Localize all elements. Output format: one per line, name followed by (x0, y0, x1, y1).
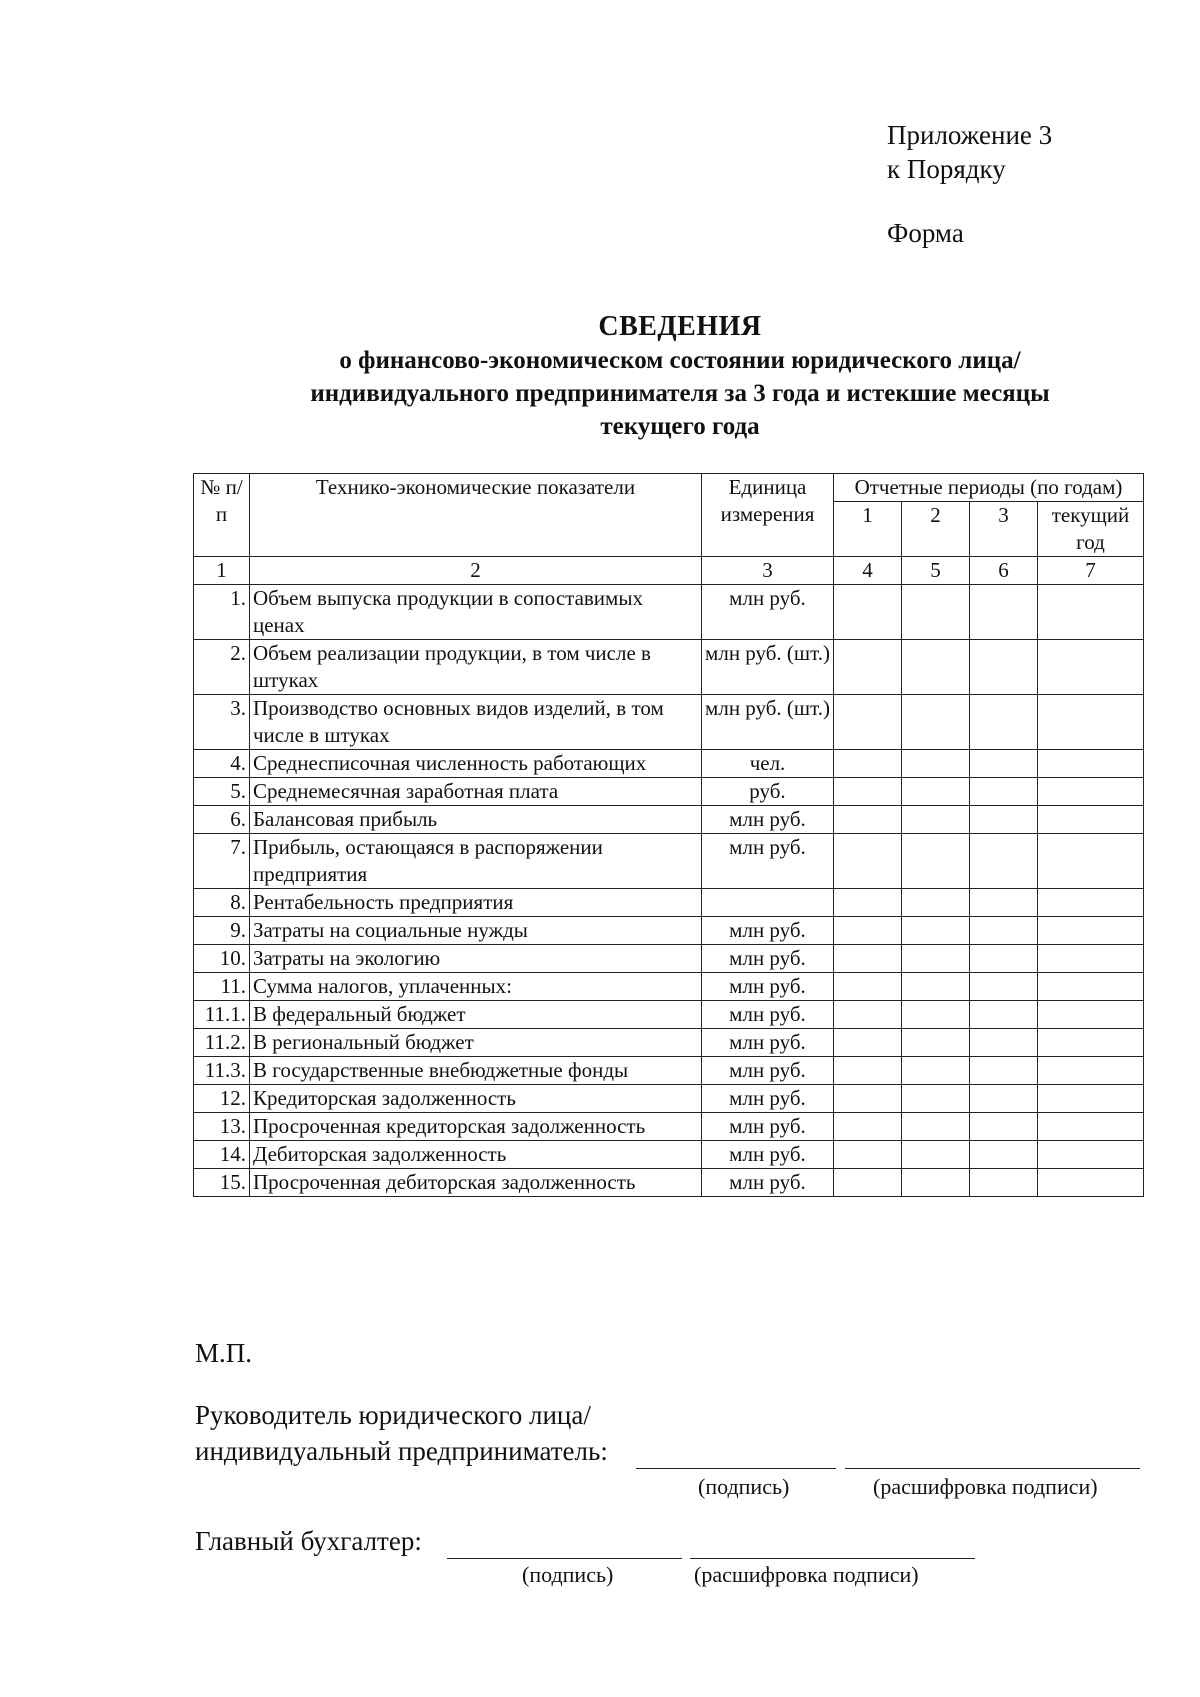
row-indicator: Объем выпуска продукции в сопоставимых ценах (250, 585, 702, 640)
row-indicator: Сумма налогов, уплаченных: (250, 973, 702, 1001)
title-main: СВЕДЕНИЯ (598, 311, 762, 342)
row-unit: млн руб. (702, 1001, 834, 1029)
col-index: 7 (1038, 557, 1144, 585)
row-current-year-value[interactable] (1038, 750, 1144, 778)
row-period-2-value[interactable] (902, 1141, 970, 1169)
row-unit: млн руб. (702, 917, 834, 945)
row-unit: млн руб. (шт.) (702, 695, 834, 750)
row-period-2-value[interactable] (902, 889, 970, 917)
row-indicator: В федеральный бюджет (250, 1001, 702, 1029)
row-period-2-value[interactable] (902, 806, 970, 834)
accountant-signature-line[interactable] (447, 1558, 682, 1559)
row-period-2-value[interactable] (902, 778, 970, 806)
row-indicator: Просроченная кредиторская задолженность (250, 1113, 702, 1141)
row-period-3-value[interactable] (970, 834, 1038, 889)
row-number: 9. (194, 917, 250, 945)
col-index: 6 (970, 557, 1038, 585)
row-current-year-value[interactable] (1038, 1169, 1144, 1197)
row-unit: млн руб. (702, 973, 834, 1001)
table-row (194, 1029, 1144, 1057)
row-period-3-value[interactable] (970, 640, 1038, 695)
row-period-1-value[interactable] (834, 1085, 902, 1113)
row-number: 6. (194, 806, 250, 834)
row-period-3-value[interactable] (970, 695, 1038, 750)
row-period-1-value[interactable] (834, 806, 902, 834)
indicators-table (193, 473, 1144, 1197)
row-period-3-value[interactable] (970, 1169, 1038, 1197)
row-number: 2. (194, 640, 250, 695)
row-number: 11.2. (194, 1029, 250, 1057)
row-period-2-value[interactable] (902, 750, 970, 778)
row-period-1-value[interactable] (834, 1029, 902, 1057)
row-unit: млн руб. (702, 1057, 834, 1085)
header-current-year: текущий год (1038, 502, 1144, 557)
table-row (194, 806, 1144, 834)
table-row (194, 1113, 1144, 1141)
row-period-1-value[interactable] (834, 945, 902, 973)
appendix-reference (887, 118, 1052, 186)
row-indicator: В региональный бюджет (250, 1029, 702, 1057)
row-current-year-value[interactable] (1038, 1141, 1144, 1169)
row-period-2-value[interactable] (902, 1001, 970, 1029)
col-index: 3 (702, 557, 834, 585)
row-unit: млн руб. (702, 1029, 834, 1057)
row-current-year-value[interactable] (1038, 695, 1144, 750)
row-indicator: Рентабельность предприятия (250, 889, 702, 917)
row-number: 3. (194, 695, 250, 750)
row-indicator: В государственные внебюджетные фонды (250, 1057, 702, 1085)
row-indicator: Затраты на социальные нужды (250, 917, 702, 945)
row-unit: млн руб. (702, 1085, 834, 1113)
row-period-2-value[interactable] (902, 945, 970, 973)
row-period-2-value[interactable] (902, 1113, 970, 1141)
row-number: 11.1. (194, 1001, 250, 1029)
table-row (194, 778, 1144, 806)
row-period-1-value[interactable] (834, 750, 902, 778)
table-row (194, 1057, 1144, 1085)
row-indicator: Среднесписочная численность работающих (250, 750, 702, 778)
accountant-label: Главный бухгалтер: (195, 1526, 422, 1556)
row-unit: млн руб. (702, 1141, 834, 1169)
row-period-3-value[interactable] (970, 806, 1038, 834)
row-period-1-value[interactable] (834, 834, 902, 889)
table-row (194, 1141, 1144, 1169)
title-line-2: индивидуального предпринимателя за 3 года и истекшие месяцы (310, 380, 1050, 407)
row-period-3-value[interactable] (970, 889, 1038, 917)
row-period-3-value[interactable] (970, 1029, 1038, 1057)
row-indicator: Просроченная дебиторская задолженность (250, 1169, 702, 1197)
row-period-2-value[interactable] (902, 917, 970, 945)
row-current-year-value[interactable] (1038, 917, 1144, 945)
header-num: № п/п (194, 474, 250, 557)
row-number: 14. (194, 1141, 250, 1169)
row-period-1-value[interactable] (834, 889, 902, 917)
row-period-3-value[interactable] (970, 750, 1038, 778)
row-number: 15. (194, 1169, 250, 1197)
header-periods: Отчетные периоды (по годам) (834, 474, 1144, 502)
head-label-line-2: индивидуальный предприниматель: (195, 1436, 608, 1466)
row-period-2-value[interactable] (902, 1169, 970, 1197)
row-period-2-value[interactable] (902, 1085, 970, 1113)
accountant-decode-caption: (расшифровка подписи) (694, 1562, 919, 1587)
title-line-3: текущего года (600, 413, 760, 440)
row-current-year-value[interactable] (1038, 1113, 1144, 1141)
header-period-2: 2 (902, 502, 970, 557)
row-current-year-value[interactable] (1038, 1029, 1144, 1057)
row-number: 13. (194, 1113, 250, 1141)
row-period-3-value[interactable] (970, 1085, 1038, 1113)
head-signature-caption: (подпись) (698, 1474, 790, 1499)
row-period-2-value[interactable] (902, 834, 970, 889)
seal-placeholder: М.П. (195, 1338, 253, 1368)
row-period-3-value[interactable] (970, 778, 1038, 806)
row-current-year-value[interactable] (1038, 778, 1144, 806)
table-row (194, 973, 1144, 1001)
row-period-1-value[interactable] (834, 640, 902, 695)
col-index: 2 (250, 557, 702, 585)
row-period-3-value[interactable] (970, 1057, 1038, 1085)
header-indicators: Технико-экономические показатели (250, 474, 702, 557)
table-row (194, 750, 1144, 778)
row-current-year-value[interactable] (1038, 1001, 1144, 1029)
row-indicator: Дебиторская задолженность (250, 1141, 702, 1169)
col-index: 1 (194, 557, 250, 585)
head-decode-caption: (расшифровка подписи) (873, 1474, 1098, 1499)
row-current-year-value[interactable] (1038, 889, 1144, 917)
row-current-year-value[interactable] (1038, 806, 1144, 834)
row-indicator: Балансовая прибыль (250, 806, 702, 834)
table-row (194, 1169, 1144, 1197)
row-unit: руб. (702, 778, 834, 806)
row-indicator: Производство основных видов изделий, в том числе в штуках (250, 695, 702, 750)
row-indicator: Прибыль, остающаяся в распоряжении предприятия (250, 834, 702, 889)
row-current-year-value[interactable] (1038, 973, 1144, 1001)
accountant-signature-caption: (подпись) (522, 1562, 614, 1587)
row-period-1-value[interactable] (834, 585, 902, 640)
row-period-3-value[interactable] (970, 973, 1038, 1001)
table-row (194, 640, 1144, 695)
row-period-2-value[interactable] (902, 585, 970, 640)
row-period-2-value[interactable] (902, 973, 970, 1001)
row-period-1-value[interactable] (834, 778, 902, 806)
appendix-number: Приложение 3 (887, 120, 1053, 150)
row-indicator: Среднемесячная заработная плата (250, 778, 702, 806)
table-row (194, 1085, 1144, 1113)
head-signature-line[interactable] (636, 1468, 836, 1469)
row-number: 11.3. (194, 1057, 250, 1085)
row-period-3-value[interactable] (970, 1141, 1038, 1169)
form-label: Форма (887, 218, 964, 248)
row-unit: млн руб. (702, 834, 834, 889)
row-unit: млн руб. (702, 1169, 834, 1197)
row-period-1-value[interactable] (834, 1001, 902, 1029)
row-unit: млн руб. (702, 806, 834, 834)
row-indicator: Объем реализации продукции, в том числе в штуках (250, 640, 702, 695)
row-period-1-value[interactable] (834, 1113, 902, 1141)
row-current-year-value[interactable] (1038, 945, 1144, 973)
row-unit: млн руб. (702, 945, 834, 973)
col-index: 4 (834, 557, 902, 585)
row-current-year-value[interactable] (1038, 640, 1144, 695)
row-unit: млн руб. (702, 1113, 834, 1141)
row-period-3-value[interactable] (970, 917, 1038, 945)
row-period-3-value[interactable] (970, 1113, 1038, 1141)
document-title (180, 310, 1180, 443)
table-row (194, 695, 1144, 750)
header-period-1: 1 (834, 502, 902, 557)
row-number: 11. (194, 973, 250, 1001)
row-period-1-value[interactable] (834, 1141, 902, 1169)
head-decode-line[interactable] (845, 1468, 1140, 1469)
table-row (194, 834, 1144, 889)
row-unit (702, 889, 834, 917)
row-number: 1. (194, 585, 250, 640)
row-number: 10. (194, 945, 250, 973)
table-row (194, 945, 1144, 973)
table-row (194, 889, 1144, 917)
column-index-row (194, 557, 1144, 585)
row-period-1-value[interactable] (834, 1169, 902, 1197)
row-unit: млн руб. (702, 585, 834, 640)
appendix-procedure: к Порядку (887, 154, 1006, 184)
row-period-3-value[interactable] (970, 945, 1038, 973)
row-unit: чел. (702, 750, 834, 778)
row-period-1-value[interactable] (834, 695, 902, 750)
row-current-year-value[interactable] (1038, 834, 1144, 889)
header-period-3: 3 (970, 502, 1038, 557)
row-indicator: Затраты на экологию (250, 945, 702, 973)
row-number: 12. (194, 1085, 250, 1113)
row-period-2-value[interactable] (902, 1029, 970, 1057)
row-number: 5. (194, 778, 250, 806)
row-period-3-value[interactable] (970, 585, 1038, 640)
table-row (194, 917, 1144, 945)
row-period-2-value[interactable] (902, 1057, 970, 1085)
header-unit: Единица измерения (702, 474, 834, 557)
table-row (194, 1001, 1144, 1029)
head-label-line-1: Руководитель юридического лица/ (195, 1400, 591, 1430)
table-row (194, 585, 1144, 640)
row-current-year-value[interactable] (1038, 1057, 1144, 1085)
row-period-1-value[interactable] (834, 917, 902, 945)
row-period-3-value[interactable] (970, 1001, 1038, 1029)
row-number: 4. (194, 750, 250, 778)
col-index: 5 (902, 557, 970, 585)
row-period-2-value[interactable] (902, 640, 970, 695)
row-current-year-value[interactable] (1038, 1085, 1144, 1113)
row-unit: млн руб. (шт.) (702, 640, 834, 695)
row-period-1-value[interactable] (834, 973, 902, 1001)
row-number: 7. (194, 834, 250, 889)
accountant-decode-line[interactable] (690, 1558, 975, 1559)
title-line-1: о финансово-экономическом состоянии юридического лица/ (339, 347, 1021, 374)
row-number: 8. (194, 889, 250, 917)
row-period-2-value[interactable] (902, 695, 970, 750)
row-period-1-value[interactable] (834, 1057, 902, 1085)
row-indicator: Кредиторская задолженность (250, 1085, 702, 1113)
row-current-year-value[interactable] (1038, 585, 1144, 640)
